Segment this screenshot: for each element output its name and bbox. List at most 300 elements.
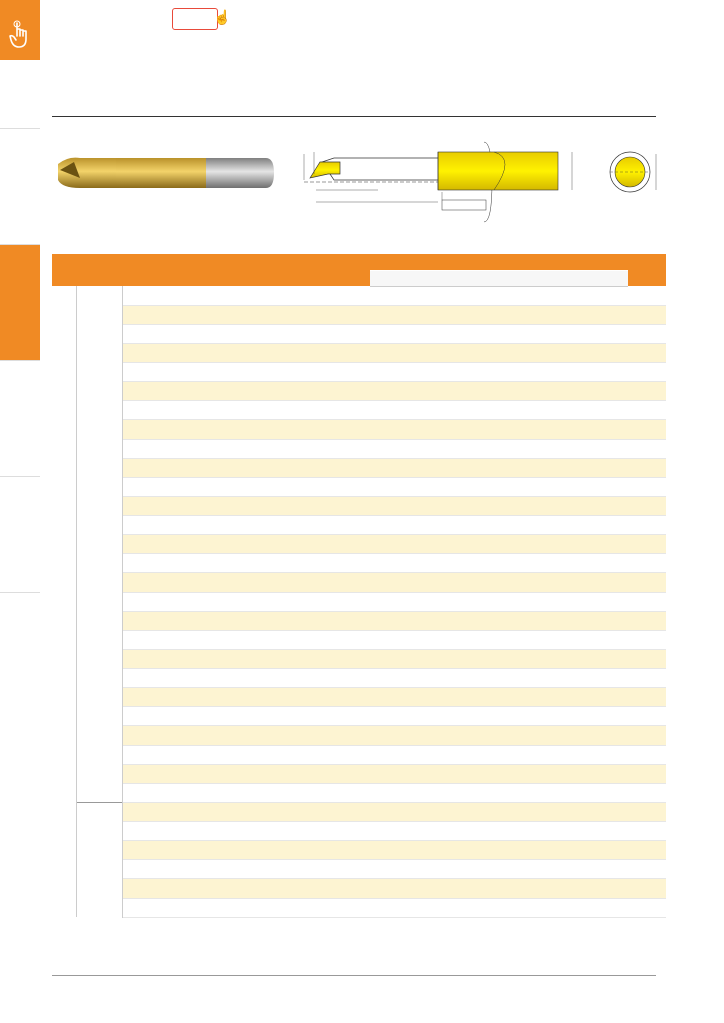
lu-cell [407, 382, 443, 401]
stock-status-icon [628, 592, 666, 611]
cdx-cell [480, 649, 517, 668]
oal-cell [591, 802, 628, 821]
re-cell [443, 554, 480, 573]
designation-cell [122, 688, 266, 707]
ohx-cell [554, 439, 591, 458]
table-row [52, 324, 666, 343]
cdx-cell [480, 382, 517, 401]
re-cell [443, 802, 480, 821]
wf-cell [517, 516, 554, 535]
lu-cell [407, 630, 443, 649]
dmin-cell [370, 630, 407, 649]
edp-cell [266, 535, 370, 554]
wf-cell [517, 898, 554, 917]
hand-pointer-icon [8, 20, 32, 50]
designation-cell [122, 841, 266, 860]
designation-cell [122, 783, 266, 802]
table-row [52, 630, 666, 649]
oal-cell [591, 477, 628, 496]
dmin-cell [370, 745, 407, 764]
re-cell [443, 458, 480, 477]
designation-cell [122, 382, 266, 401]
header-wf [517, 270, 554, 286]
cdx-cell [480, 554, 517, 573]
designation-cell [122, 592, 266, 611]
designation-cell [122, 764, 266, 783]
cdx-cell [480, 822, 517, 841]
wf-cell [517, 802, 554, 821]
designation-cell [122, 477, 266, 496]
edp-cell [266, 458, 370, 477]
edp-cell [266, 860, 370, 879]
dmin-cell [370, 458, 407, 477]
cdx-cell [480, 841, 517, 860]
header-grade [628, 254, 666, 286]
dmin-cell [370, 286, 407, 305]
designation-cell [122, 401, 266, 420]
oal-cell [591, 363, 628, 382]
stock-status-icon [628, 554, 666, 573]
sidebar-tab-technical-information[interactable] [0, 592, 40, 708]
stock-status-icon [628, 496, 666, 515]
header-designation [122, 254, 266, 286]
table-row [52, 649, 666, 668]
cdx-cell [480, 401, 517, 420]
table-row [52, 554, 666, 573]
designation-cell [122, 516, 266, 535]
header-kapr [52, 254, 76, 286]
lu-cell [407, 554, 443, 573]
wf-cell [517, 458, 554, 477]
dmin-cell [370, 860, 407, 879]
designation-cell [122, 324, 266, 343]
edp-cell [266, 324, 370, 343]
edp-cell [266, 649, 370, 668]
lu-cell [407, 535, 443, 554]
lu-cell [407, 420, 443, 439]
wf-cell [517, 305, 554, 324]
designation-cell [122, 343, 266, 362]
edp-cell [266, 802, 370, 821]
lu-cell [407, 401, 443, 420]
stock-status-icon [628, 707, 666, 726]
title-divider [52, 116, 656, 117]
designation-cell [122, 554, 266, 573]
edp-cell [266, 841, 370, 860]
re-cell [443, 477, 480, 496]
dmin-cell [370, 707, 407, 726]
stock-status-icon [628, 439, 666, 458]
cdx-cell [480, 860, 517, 879]
oal-cell [591, 822, 628, 841]
oal-cell [591, 745, 628, 764]
header-lu [407, 270, 443, 286]
stock-status-icon [628, 324, 666, 343]
dmin-cell [370, 535, 407, 554]
designation-cell [122, 496, 266, 515]
dmin-cell [370, 401, 407, 420]
cdx-cell [480, 745, 517, 764]
ohx-cell [554, 669, 591, 688]
stock-status-icon [628, 286, 666, 305]
stock-status-icon [628, 745, 666, 764]
stock-status-icon [628, 611, 666, 630]
tool-drawing [52, 130, 662, 230]
table-row [52, 745, 666, 764]
oal-cell [591, 305, 628, 324]
table-row [52, 669, 666, 688]
header-ohx [554, 270, 591, 286]
designation-cell [122, 898, 266, 917]
lu-cell [407, 822, 443, 841]
stock-status-icon [628, 841, 666, 860]
oal-cell [591, 420, 628, 439]
edp-cell [266, 764, 370, 783]
wf-cell [517, 382, 554, 401]
re-cell [443, 305, 480, 324]
oal-cell [591, 860, 628, 879]
oal-cell [591, 324, 628, 343]
table-row [52, 516, 666, 535]
ohx-cell [554, 898, 591, 917]
wf-cell [517, 707, 554, 726]
ohx-cell [554, 649, 591, 668]
designation-cell [122, 669, 266, 688]
wf-cell [517, 783, 554, 802]
ohx-cell [554, 860, 591, 879]
edp-cell [266, 363, 370, 382]
dmin-cell [370, 688, 407, 707]
cdx-cell [480, 363, 517, 382]
ohx-cell [554, 420, 591, 439]
cdx-cell [480, 420, 517, 439]
ohx-cell [554, 611, 591, 630]
edp-cell [266, 554, 370, 573]
dmin-cell [370, 879, 407, 898]
table-row [52, 458, 666, 477]
index-button[interactable] [0, 0, 40, 60]
ohx-cell [554, 496, 591, 515]
lu-cell [407, 707, 443, 726]
sidebar-tab-drilling[interactable] [0, 476, 40, 592]
cdx-cell [480, 764, 517, 783]
wf-cell [517, 535, 554, 554]
table-row [52, 496, 666, 515]
lu-cell [407, 783, 443, 802]
lu-cell [407, 458, 443, 477]
lu-cell [407, 841, 443, 860]
ohx-cell [554, 286, 591, 305]
designation-cell [122, 535, 266, 554]
re-cell [443, 764, 480, 783]
ohx-cell [554, 363, 591, 382]
cdx-cell [480, 286, 517, 305]
wf-cell [517, 343, 554, 362]
table-row [52, 707, 666, 726]
edp-cell [266, 630, 370, 649]
lu-cell [407, 305, 443, 324]
edp-cell [266, 516, 370, 535]
cdx-cell [480, 669, 517, 688]
ohx-cell [554, 745, 591, 764]
table-row [52, 611, 666, 630]
lu-cell [407, 324, 443, 343]
oal-cell [591, 611, 628, 630]
re-cell [443, 783, 480, 802]
header-edp [266, 254, 370, 286]
re-cell [443, 592, 480, 611]
edp-cell [266, 382, 370, 401]
dmin-cell [370, 343, 407, 362]
oal-cell [591, 573, 628, 592]
oal-cell [591, 764, 628, 783]
re-cell [443, 669, 480, 688]
kapr-value [52, 286, 76, 917]
oal-cell [591, 592, 628, 611]
stock-status-icon [628, 879, 666, 898]
re-cell [443, 630, 480, 649]
stock-status-icon [628, 382, 666, 401]
ohx-cell [554, 822, 591, 841]
edp-cell [266, 745, 370, 764]
wf-cell [517, 611, 554, 630]
cursor-click-icon: ☝ [213, 9, 231, 25]
ohx-cell [554, 688, 591, 707]
dmin-cell [370, 420, 407, 439]
ohx-cell [554, 707, 591, 726]
header-metric [370, 254, 628, 270]
designation-cell [122, 458, 266, 477]
ohx-cell [554, 592, 591, 611]
lu-cell [407, 879, 443, 898]
oal-cell [591, 382, 628, 401]
dmin-cell [370, 363, 407, 382]
designation-cell [122, 420, 266, 439]
cdx-cell [480, 611, 517, 630]
table-row [52, 802, 666, 821]
dmin-cell [370, 382, 407, 401]
ohx-cell [554, 324, 591, 343]
cdx-cell [480, 630, 517, 649]
dimension-drawing [304, 142, 656, 222]
cdx-cell [480, 477, 517, 496]
table-row [52, 764, 666, 783]
dmin-cell [370, 516, 407, 535]
stock-status-icon [628, 726, 666, 745]
wf-cell [517, 573, 554, 592]
dcon-value [76, 286, 122, 802]
lu-cell [407, 516, 443, 535]
sidebar-tab-parting-grooving[interactable] [0, 244, 40, 360]
stock-status-icon [628, 898, 666, 917]
table-row [52, 573, 666, 592]
wf-cell [517, 879, 554, 898]
re-cell [443, 343, 480, 362]
stock-status-icon [628, 802, 666, 821]
designation-cell [122, 439, 266, 458]
ohx-cell [554, 802, 591, 821]
stock-status-icon [628, 764, 666, 783]
stock-status-icon [628, 535, 666, 554]
dmin-cell [370, 439, 407, 458]
footer-divider [52, 975, 656, 976]
stock-status-icon [628, 458, 666, 477]
designation-cell [122, 649, 266, 668]
oal-cell [591, 439, 628, 458]
wf-cell [517, 669, 554, 688]
lu-cell [407, 573, 443, 592]
ohx-cell [554, 477, 591, 496]
company-name [652, 980, 656, 992]
header-dmin [370, 270, 407, 286]
re-cell [443, 649, 480, 668]
ohx-cell [554, 726, 591, 745]
lu-cell [407, 898, 443, 917]
ohx-cell [554, 783, 591, 802]
oal-cell [591, 649, 628, 668]
dmin-cell [370, 573, 407, 592]
oal-cell [591, 401, 628, 420]
stock-status-icon [628, 343, 666, 362]
oal-cell [591, 726, 628, 745]
dmin-cell [370, 822, 407, 841]
stock-status-icon [628, 305, 666, 324]
edp-cell [266, 669, 370, 688]
edp-cell [266, 305, 370, 324]
re-cell [443, 535, 480, 554]
cdx-cell [480, 516, 517, 535]
lu-cell [407, 343, 443, 362]
lu-cell [407, 802, 443, 821]
oal-cell [591, 783, 628, 802]
re-cell [443, 324, 480, 343]
ohx-cell [554, 764, 591, 783]
dmin-cell [370, 802, 407, 821]
dmin-cell [370, 305, 407, 324]
stock-status-icon [628, 822, 666, 841]
table-row [52, 726, 666, 745]
dmin-cell [370, 764, 407, 783]
cdx-cell [480, 726, 517, 745]
re-cell [443, 745, 480, 764]
dmin-cell [370, 649, 407, 668]
designation-cell [122, 363, 266, 382]
wf-cell [517, 860, 554, 879]
cdx-cell [480, 879, 517, 898]
table-row [52, 592, 666, 611]
edp-cell [266, 286, 370, 305]
cdx-cell [480, 535, 517, 554]
lu-cell [407, 286, 443, 305]
dmin-cell [370, 726, 407, 745]
header-oal [591, 270, 628, 286]
oal-cell [591, 898, 628, 917]
table-row [52, 841, 666, 860]
oal-cell [591, 669, 628, 688]
stock-status-icon [628, 860, 666, 879]
sidebar-tab-turning[interactable] [0, 128, 40, 244]
table-row [52, 305, 666, 324]
sidebar-tab-milling[interactable] [0, 360, 40, 476]
stock-status-icon [628, 630, 666, 649]
lu-cell [407, 745, 443, 764]
wf-cell [517, 439, 554, 458]
wf-cell [517, 726, 554, 745]
ohx-cell [554, 458, 591, 477]
stock-status-icon [628, 649, 666, 668]
table-row [52, 783, 666, 802]
designation-cell [122, 707, 266, 726]
oal-cell [591, 535, 628, 554]
table-row [52, 860, 666, 879]
wf-cell [517, 822, 554, 841]
tool-photo [58, 158, 274, 188]
dcon-value [76, 802, 122, 917]
edp-cell [266, 573, 370, 592]
cdx-cell [480, 458, 517, 477]
stock-status-icon [628, 477, 666, 496]
table-row [52, 535, 666, 554]
designation-cell [122, 305, 266, 324]
table-row [52, 898, 666, 917]
lu-cell [407, 496, 443, 515]
designation-cell [122, 802, 266, 821]
edp-cell [266, 611, 370, 630]
ohx-cell [554, 630, 591, 649]
lu-cell [407, 726, 443, 745]
ohx-cell [554, 535, 591, 554]
dmin-cell [370, 898, 407, 917]
edp-cell [266, 592, 370, 611]
stock-status-icon [628, 363, 666, 382]
re-cell [443, 841, 480, 860]
cdx-cell [480, 324, 517, 343]
wf-cell [517, 401, 554, 420]
ohx-cell [554, 305, 591, 324]
header-cdx [480, 270, 517, 286]
re-cell [443, 516, 480, 535]
lu-cell [407, 611, 443, 630]
re-cell [443, 286, 480, 305]
designation-cell [122, 822, 266, 841]
oal-cell [591, 841, 628, 860]
edp-cell [266, 707, 370, 726]
cdx-cell [480, 439, 517, 458]
designation-cell [122, 745, 266, 764]
edp-cell [266, 726, 370, 745]
re-cell [443, 363, 480, 382]
re-cell [443, 573, 480, 592]
dmin-cell [370, 554, 407, 573]
overview-link[interactable] [172, 8, 231, 30]
oal-cell [591, 879, 628, 898]
oal-cell [591, 688, 628, 707]
wf-cell [517, 286, 554, 305]
cdx-cell [480, 802, 517, 821]
edp-cell [266, 496, 370, 515]
dmin-cell [370, 841, 407, 860]
wf-cell [517, 420, 554, 439]
edp-cell [266, 898, 370, 917]
table-row [52, 286, 666, 305]
lu-cell [407, 669, 443, 688]
lu-cell [407, 860, 443, 879]
lu-cell [407, 764, 443, 783]
edp-cell [266, 343, 370, 362]
table-row [52, 439, 666, 458]
stock-status-icon [628, 669, 666, 688]
edp-cell [266, 439, 370, 458]
